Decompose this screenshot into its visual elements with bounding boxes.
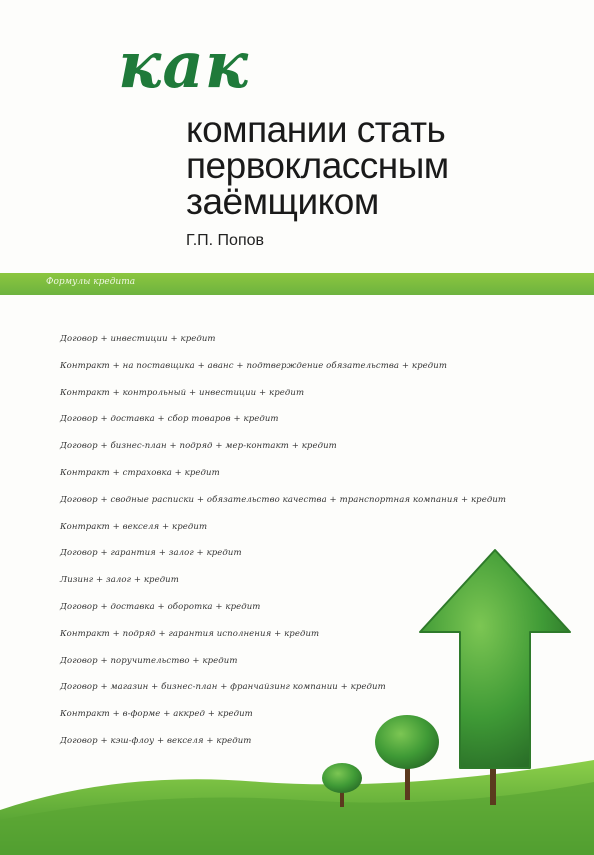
formula-line: Договор + поручительство + кредит [60,655,238,666]
title-line-3: заёмщиком [186,181,379,222]
formula-line: Договор + сводные расписки + обязательство качества + транспортная компания + кредит [60,494,507,505]
formula-line: Контракт + на поставщика + аванс + подтверждение обязательства + кредит [60,360,447,371]
book-title [186,109,586,222]
series-band [0,273,594,295]
arrow-tree-icon [420,550,570,805]
formula-line: Договор + доставка + оборотка + кредит [60,601,261,612]
formula-line: Контракт + страховка + кредит [60,467,220,478]
series-label: Формулы кредита [46,277,136,287]
formula-line: Договор + доставка + сбор товаров + кредит [60,414,279,425]
title-line-2: первоклассным [186,145,449,186]
author-name: Г.П. Попов [186,232,265,249]
title-kak: как [118,28,250,103]
formula-line: Договор + инвестиции + кредит [60,334,216,344]
formula-line: Контракт + в-форме + аккред + кредит [60,709,253,720]
formula-line: Договор + кэш-флоу + векселя + кредит [60,735,252,746]
formula-line: Договор + бизнес-план + подряд + мер-контакт + кредит [60,441,337,452]
trees-illustration [0,520,594,855]
formula-line: Договор + магазин + бизнес-план + франчайзинг компании + кредит [60,682,386,693]
formula-line: Лизинг + залог + кредит [60,575,179,586]
formula-line: Контракт + векселя + кредит [60,521,208,532]
formula-line: Контракт + контрольный + инвестиции + кредит [60,387,305,398]
formula-line: Контракт + подряд + гарантия исполнения + кредит [60,628,320,639]
title-line-1: компании стать [186,109,446,150]
formula-line: Договор + гарантия + залог + кредит [60,548,242,559]
